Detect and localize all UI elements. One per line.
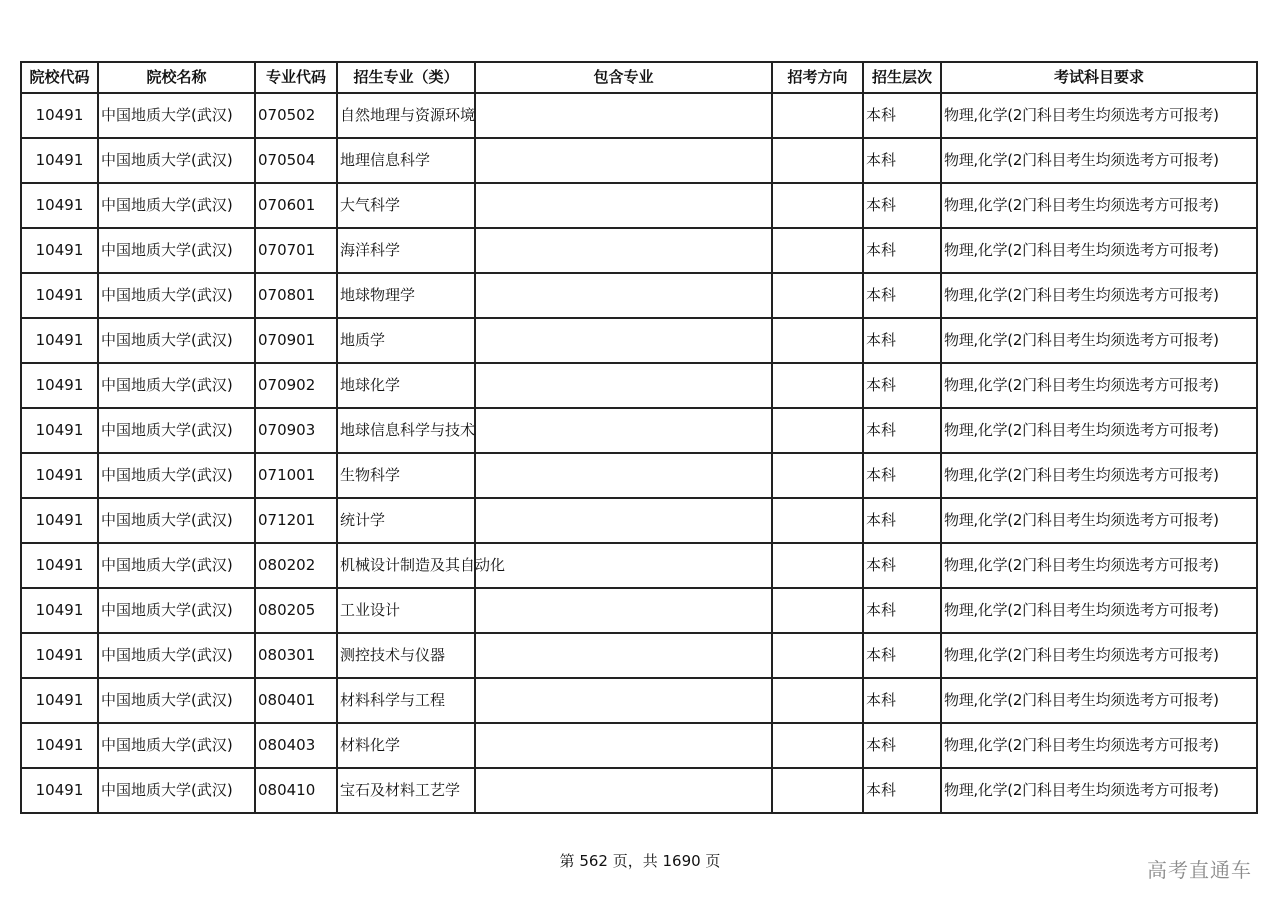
table-row <box>21 543 1257 588</box>
school-code-cell: 10491 <box>21 183 98 228</box>
level-cell: 本科 <box>863 408 941 453</box>
school-code-cell: 10491 <box>21 138 98 183</box>
school-code-cell: 10491 <box>21 768 98 813</box>
school-code-cell: 10491 <box>21 543 98 588</box>
subject-requirements-cell: 物理,化学(2门科目考生均须选考方可报考) <box>941 408 1257 453</box>
school-code-cell: 10491 <box>21 273 98 318</box>
level-cell: 本科 <box>863 318 941 363</box>
major-cell: 材料科学与工程 <box>337 678 475 723</box>
major-code-cell: 071201 <box>255 498 337 543</box>
major-code-cell: 071001 <box>255 453 337 498</box>
header-direction: 招考方向 <box>772 62 863 93</box>
school-name-cell: 中国地质大学(武汉) <box>98 678 255 723</box>
level-cell: 本科 <box>863 588 941 633</box>
major-cell: 地球化学 <box>337 363 475 408</box>
subject-requirements-cell: 物理,化学(2门科目考生均须选考方可报考) <box>941 453 1257 498</box>
table-row <box>21 93 1257 138</box>
subject-requirements-cell: 物理,化学(2门科目考生均须选考方可报考) <box>941 678 1257 723</box>
header-school-code: 院校代码 <box>21 62 98 93</box>
level-cell: 本科 <box>863 723 941 768</box>
school-name-cell: 中国地质大学(武汉) <box>98 498 255 543</box>
school-name-cell: 中国地质大学(武汉) <box>98 768 255 813</box>
major-code-cell: 070601 <box>255 183 337 228</box>
major-code-cell: 080205 <box>255 588 337 633</box>
table-row <box>21 588 1257 633</box>
subject-requirements-cell: 物理,化学(2门科目考生均须选考方可报考) <box>941 723 1257 768</box>
included-majors-cell <box>475 543 772 588</box>
table-row <box>21 453 1257 498</box>
level-cell: 本科 <box>863 543 941 588</box>
table-row <box>21 633 1257 678</box>
school-name-cell: 中国地质大学(武汉) <box>98 363 255 408</box>
school-name-cell: 中国地质大学(武汉) <box>98 543 255 588</box>
major-cell: 自然地理与资源环境 <box>337 93 475 138</box>
direction-cell <box>772 138 863 183</box>
major-code-cell: 070701 <box>255 228 337 273</box>
school-code-cell: 10491 <box>21 633 98 678</box>
included-majors-cell <box>475 633 772 678</box>
major-cell: 大气科学 <box>337 183 475 228</box>
major-code-cell: 080202 <box>255 543 337 588</box>
included-majors-cell <box>475 408 772 453</box>
level-cell: 本科 <box>863 678 941 723</box>
level-cell: 本科 <box>863 768 941 813</box>
major-code-cell: 070801 <box>255 273 337 318</box>
level-cell: 本科 <box>863 633 941 678</box>
direction-cell <box>772 768 863 813</box>
header-major: 招生专业（类） <box>337 62 475 93</box>
major-cell: 海洋科学 <box>337 228 475 273</box>
page-number: 第 562 页，共 1690 页 <box>559 852 721 870</box>
admissions-table <box>20 61 1258 814</box>
subject-requirements-cell: 物理,化学(2门科目考生均须选考方可报考) <box>941 498 1257 543</box>
subject-requirements-cell: 物理,化学(2门科目考生均须选考方可报考) <box>941 318 1257 363</box>
direction-cell <box>772 363 863 408</box>
school-code-cell: 10491 <box>21 318 98 363</box>
included-majors-cell <box>475 723 772 768</box>
table-body <box>21 93 1257 813</box>
direction-cell <box>772 228 863 273</box>
watermark-logo: 高考直通车 <box>1147 858 1252 882</box>
level-cell: 本科 <box>863 363 941 408</box>
major-cell: 地球信息科学与技术 <box>337 408 475 453</box>
subject-requirements-cell: 物理,化学(2门科目考生均须选考方可报考) <box>941 588 1257 633</box>
direction-cell <box>772 273 863 318</box>
major-cell: 宝石及材料工艺学 <box>337 768 475 813</box>
subject-requirements-cell: 物理,化学(2门科目考生均须选考方可报考) <box>941 543 1257 588</box>
header-included-majors: 包含专业 <box>475 62 772 93</box>
major-code-cell: 080410 <box>255 768 337 813</box>
direction-cell <box>772 678 863 723</box>
school-code-cell: 10491 <box>21 678 98 723</box>
header-level: 招生层次 <box>863 62 941 93</box>
school-name-cell: 中国地质大学(武汉) <box>98 183 255 228</box>
major-cell: 测控技术与仪器 <box>337 633 475 678</box>
subject-requirements-cell: 物理,化学(2门科目考生均须选考方可报考) <box>941 363 1257 408</box>
header-school-name: 院校名称 <box>98 62 255 93</box>
school-code-cell: 10491 <box>21 498 98 543</box>
school-code-cell: 10491 <box>21 588 98 633</box>
school-name-cell: 中国地质大学(武汉) <box>98 273 255 318</box>
school-code-cell: 10491 <box>21 93 98 138</box>
included-majors-cell <box>475 363 772 408</box>
table-row <box>21 498 1257 543</box>
school-name-cell: 中国地质大学(武汉) <box>98 93 255 138</box>
major-code-cell: 070504 <box>255 138 337 183</box>
school-name-cell: 中国地质大学(武汉) <box>98 228 255 273</box>
subject-requirements-cell: 物理,化学(2门科目考生均须选考方可报考) <box>941 633 1257 678</box>
school-code-cell: 10491 <box>21 408 98 453</box>
school-code-cell: 10491 <box>21 228 98 273</box>
direction-cell <box>772 453 863 498</box>
table-row <box>21 273 1257 318</box>
school-code-cell: 10491 <box>21 453 98 498</box>
subject-requirements-cell: 物理,化学(2门科目考生均须选考方可报考) <box>941 138 1257 183</box>
level-cell: 本科 <box>863 93 941 138</box>
major-cell: 地理信息科学 <box>337 138 475 183</box>
direction-cell <box>772 633 863 678</box>
school-name-cell: 中国地质大学(武汉) <box>98 723 255 768</box>
major-code-cell: 080403 <box>255 723 337 768</box>
school-code-cell: 10491 <box>21 363 98 408</box>
table-row <box>21 723 1257 768</box>
school-name-cell: 中国地质大学(武汉) <box>98 453 255 498</box>
school-name-cell: 中国地质大学(武汉) <box>98 138 255 183</box>
table-row <box>21 138 1257 183</box>
table-row <box>21 768 1257 813</box>
table-row <box>21 678 1257 723</box>
included-majors-cell <box>475 93 772 138</box>
table-row <box>21 228 1257 273</box>
included-majors-cell <box>475 228 772 273</box>
included-majors-cell <box>475 768 772 813</box>
table-row <box>21 408 1257 453</box>
included-majors-cell <box>475 498 772 543</box>
subject-requirements-cell: 物理,化学(2门科目考生均须选考方可报考) <box>941 273 1257 318</box>
table-row <box>21 318 1257 363</box>
school-name-cell: 中国地质大学(武汉) <box>98 633 255 678</box>
header-major-code: 专业代码 <box>255 62 337 93</box>
direction-cell <box>772 723 863 768</box>
school-name-cell: 中国地质大学(武汉) <box>98 588 255 633</box>
included-majors-cell <box>475 183 772 228</box>
subject-requirements-cell: 物理,化学(2门科目考生均须选考方可报考) <box>941 93 1257 138</box>
major-code-cell: 070502 <box>255 93 337 138</box>
school-code-cell: 10491 <box>21 723 98 768</box>
included-majors-cell <box>475 318 772 363</box>
subject-requirements-cell: 物理,化学(2门科目考生均须选考方可报考) <box>941 183 1257 228</box>
direction-cell <box>772 408 863 453</box>
major-code-cell: 080301 <box>255 633 337 678</box>
direction-cell <box>772 498 863 543</box>
major-cell: 生物科学 <box>337 453 475 498</box>
level-cell: 本科 <box>863 273 941 318</box>
included-majors-cell <box>475 138 772 183</box>
major-code-cell: 080401 <box>255 678 337 723</box>
major-code-cell: 070903 <box>255 408 337 453</box>
level-cell: 本科 <box>863 453 941 498</box>
major-code-cell: 070902 <box>255 363 337 408</box>
table-row <box>21 363 1257 408</box>
header-subject-requirements: 考试科目要求 <box>941 62 1257 93</box>
major-cell: 统计学 <box>337 498 475 543</box>
header-row <box>21 62 1257 93</box>
direction-cell <box>772 588 863 633</box>
major-cell: 地球物理学 <box>337 273 475 318</box>
level-cell: 本科 <box>863 228 941 273</box>
direction-cell <box>772 183 863 228</box>
major-cell: 材料化学 <box>337 723 475 768</box>
level-cell: 本科 <box>863 498 941 543</box>
school-name-cell: 中国地质大学(武汉) <box>98 318 255 363</box>
level-cell: 本科 <box>863 138 941 183</box>
table-row <box>21 183 1257 228</box>
level-cell: 本科 <box>863 183 941 228</box>
subject-requirements-cell: 物理,化学(2门科目考生均须选考方可报考) <box>941 768 1257 813</box>
school-name-cell: 中国地质大学(武汉) <box>98 408 255 453</box>
major-code-cell: 070901 <box>255 318 337 363</box>
major-cell: 地质学 <box>337 318 475 363</box>
direction-cell <box>772 318 863 363</box>
direction-cell <box>772 93 863 138</box>
included-majors-cell <box>475 453 772 498</box>
major-cell: 机械设计制造及其自动化 <box>337 543 475 588</box>
direction-cell <box>772 543 863 588</box>
subject-requirements-cell: 物理,化学(2门科目考生均须选考方可报考) <box>941 228 1257 273</box>
table-header <box>21 62 1257 93</box>
included-majors-cell <box>475 588 772 633</box>
included-majors-cell <box>475 273 772 318</box>
major-cell: 工业设计 <box>337 588 475 633</box>
included-majors-cell <box>475 678 772 723</box>
